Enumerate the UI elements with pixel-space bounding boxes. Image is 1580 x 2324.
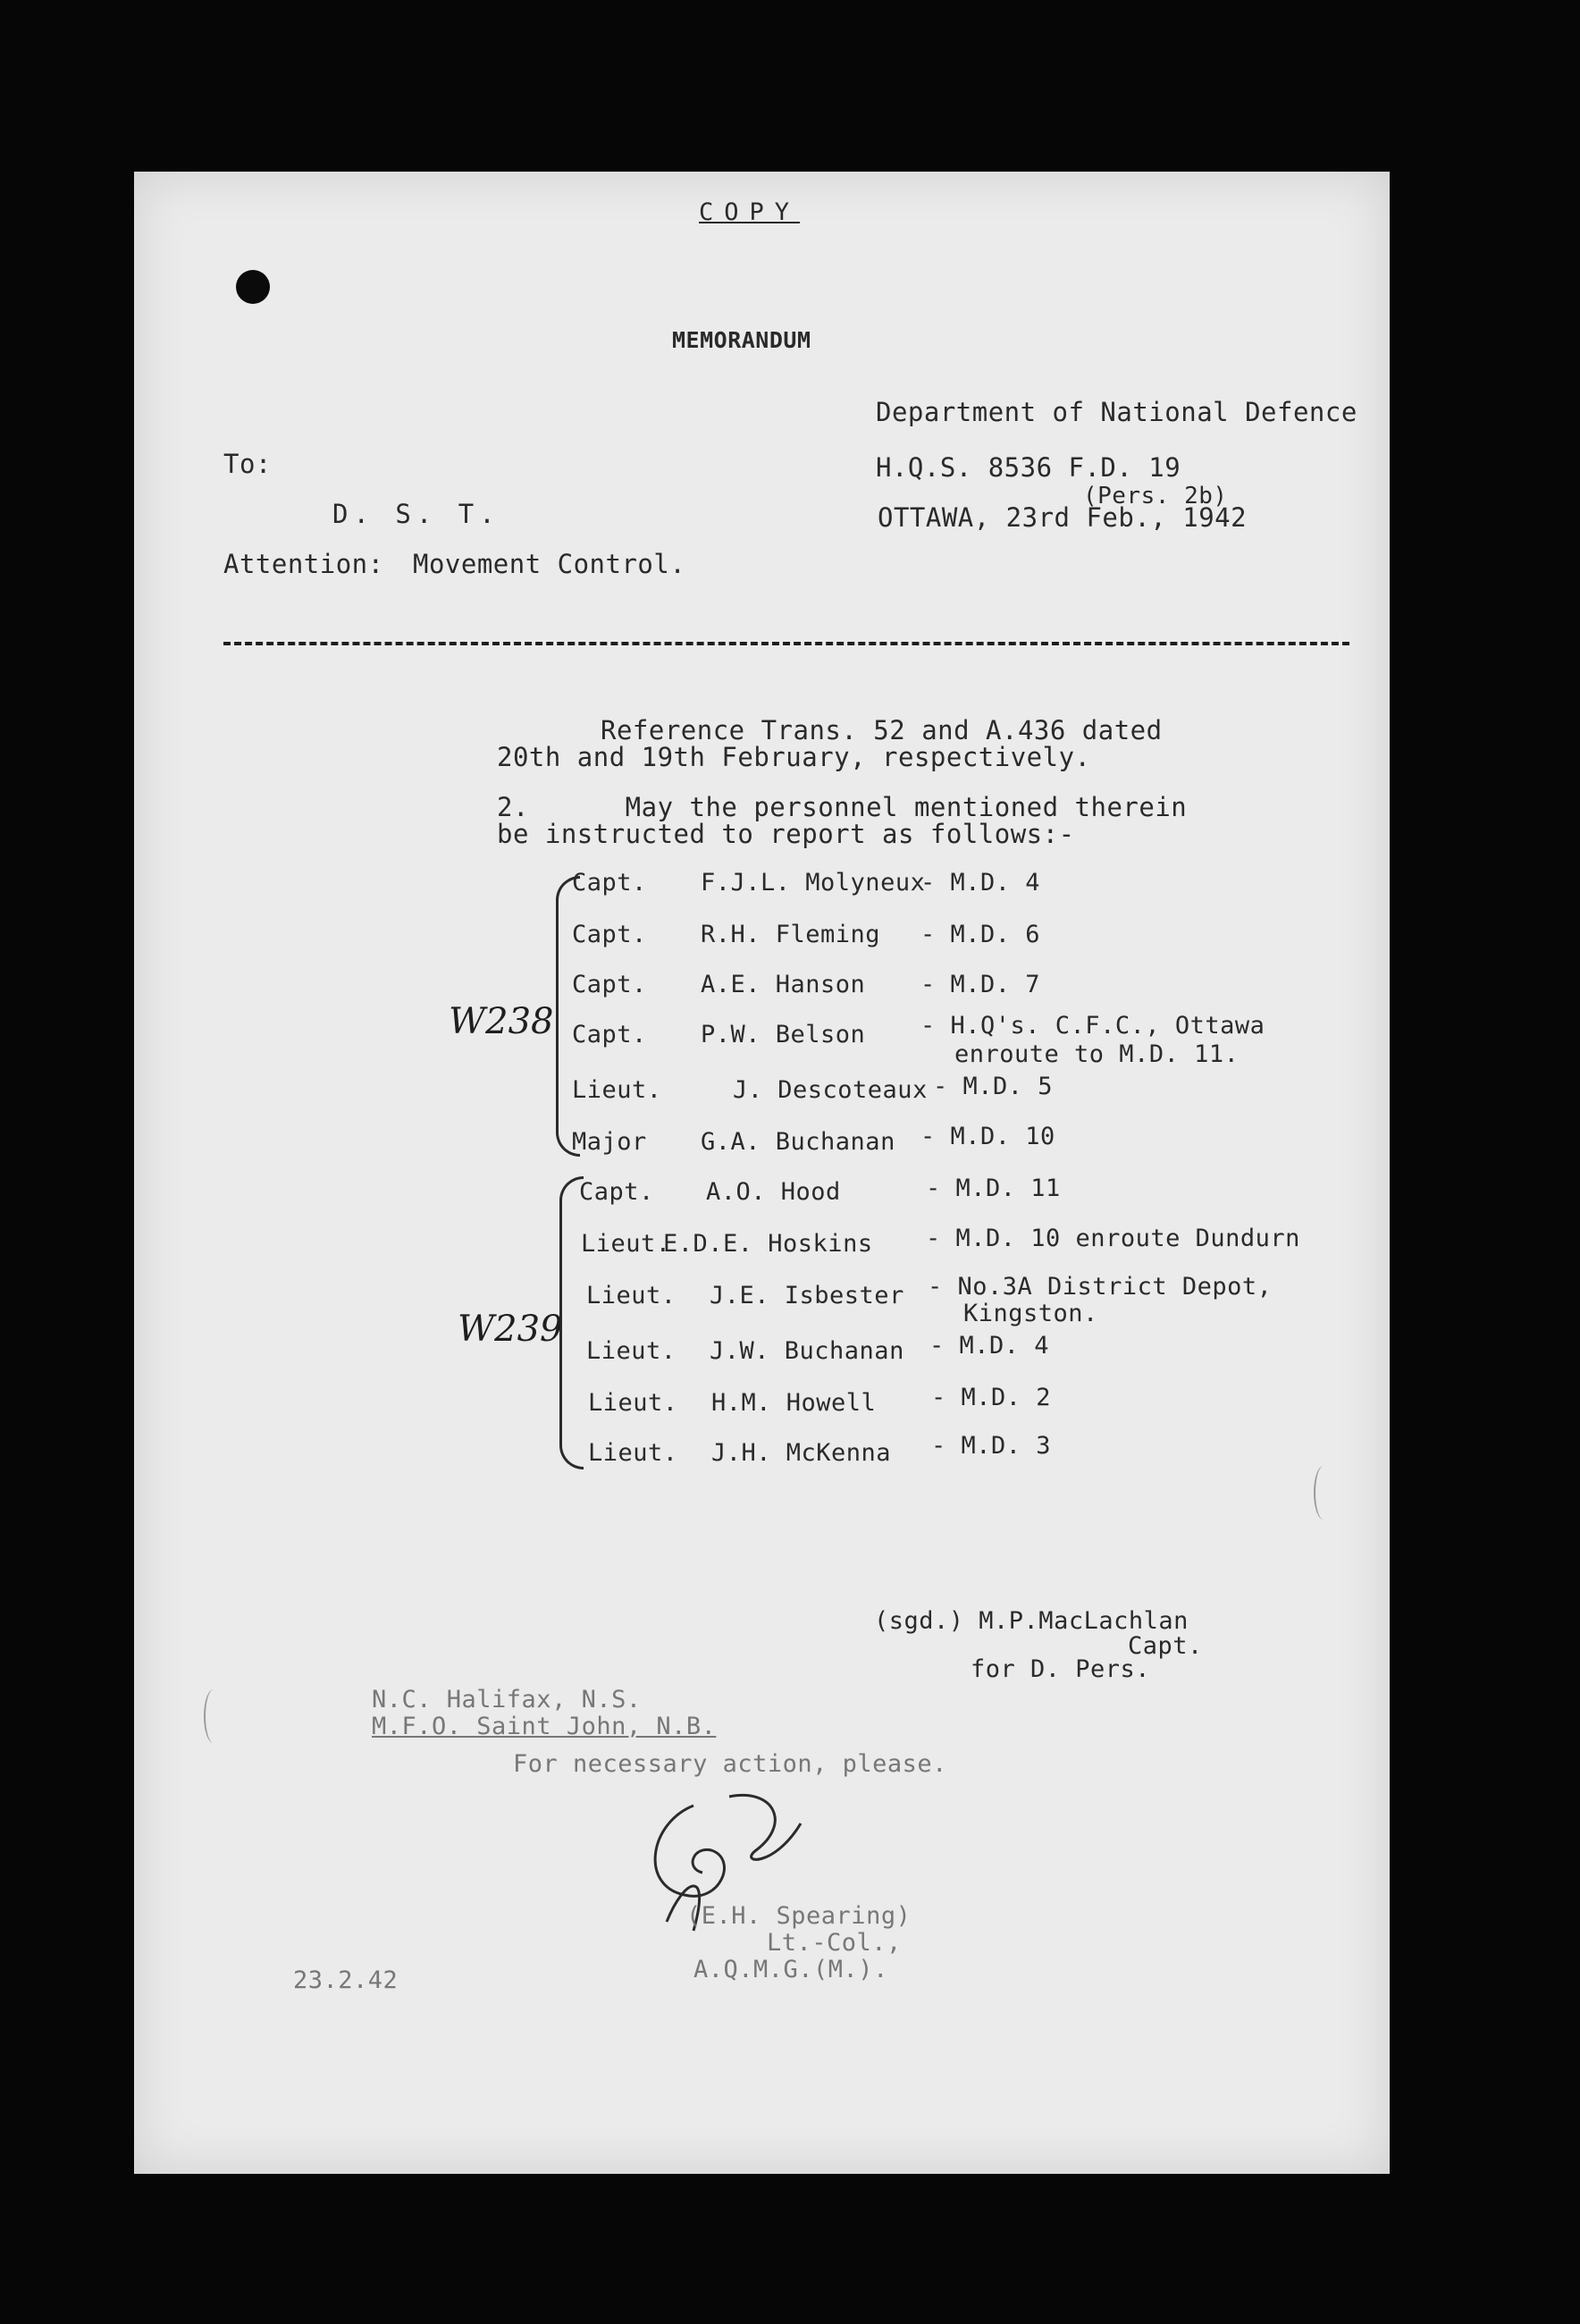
officer-name: P.W. Belson: [701, 1021, 866, 1048]
posting-continuation: Kingston.: [963, 1300, 1098, 1327]
officer-name: J. Descoteaux: [733, 1076, 928, 1104]
paper-mark: [204, 1689, 223, 1743]
rank: Lieut.: [588, 1389, 678, 1417]
group-brace-w238: [556, 876, 580, 1157]
officer-name: A.O. Hood: [706, 1178, 841, 1206]
rank: Lieut.: [586, 1337, 677, 1365]
memo-date: 23.2.42: [293, 1966, 399, 1994]
signer-name: (E.H. Spearing): [686, 1902, 912, 1930]
group-brace-w239: [559, 1176, 584, 1469]
department-name: Department of National Defence: [876, 397, 1357, 427]
officer-name: E.D.E. Hoskins: [663, 1230, 873, 1258]
action-note: For necessary action, please.: [513, 1750, 947, 1778]
officer-name: J.W. Buchanan: [710, 1337, 904, 1365]
distribution-line-1: N.C. Halifax, N.S.: [372, 1686, 642, 1714]
attention-value: Movement Control.: [413, 549, 686, 579]
punch-hole: [236, 270, 270, 304]
pers-reference: (Pers. 2b): [1083, 483, 1228, 509]
memorandum-title: MEMORANDUM: [672, 327, 811, 353]
recipient: D. S. T.: [332, 499, 500, 529]
officer-name: R.H. Fleming: [701, 921, 881, 948]
officer-name: F.J.L. Molyneux: [701, 869, 926, 897]
posting-continuation: enroute to M.D. 11.: [954, 1040, 1240, 1068]
separator-rule: [223, 642, 1349, 645]
to-label: To:: [223, 449, 272, 479]
rank: Lieut.: [581, 1230, 671, 1258]
rank: Capt.: [579, 1178, 654, 1206]
officer-name: A.E. Hanson: [701, 971, 866, 998]
copy-heading: COPY: [699, 198, 801, 226]
rank: Capt.: [572, 869, 647, 897]
posting: - M.D. 3: [931, 1432, 1052, 1460]
posting: - No.3A District Depot,: [928, 1273, 1273, 1301]
posting: - M.D. 11: [926, 1175, 1061, 1202]
posting: - M.D. 10: [920, 1123, 1055, 1150]
reference-line-1: Reference Trans. 52 and A.436 dated: [601, 715, 1163, 745]
posting: - M.D. 7: [920, 971, 1041, 998]
rank: Capt.: [572, 1021, 647, 1048]
attention-label: Attention:: [223, 549, 384, 579]
file-reference: H.Q.S. 8536 F.D. 19: [876, 452, 1181, 483]
officer-name: J.H. McKenna: [711, 1439, 892, 1467]
handwritten-mark-w238: W238: [449, 1001, 554, 1042]
officer-name: H.M. Howell: [711, 1389, 877, 1417]
rank: Capt.: [572, 971, 647, 998]
officer-name: J.E. Isbester: [710, 1282, 904, 1309]
posting: - M.D. 2: [931, 1384, 1052, 1411]
paper-mark: [1314, 1466, 1333, 1520]
rank: Lieut.: [586, 1282, 677, 1309]
posting: - M.D. 6: [920, 921, 1041, 948]
distribution-line-2: M.F.O. Saint John, N.B.: [372, 1713, 717, 1740]
signature-sgd: (sgd.) M.P.MacLachlan: [874, 1607, 1189, 1635]
posting: - M.D. 4: [920, 869, 1041, 897]
reference-line-2: 20th and 19th February, respectively.: [497, 742, 1091, 772]
rank: Lieut.: [588, 1439, 678, 1467]
signature-rank: Capt.: [1128, 1632, 1203, 1660]
posting: - M.D. 5: [933, 1073, 1054, 1100]
para2-line-1: 2. May the personnel mentioned therein: [497, 792, 1188, 822]
signer-title: A.Q.M.G.(M.).: [693, 1956, 888, 1983]
rank: Capt.: [572, 921, 647, 948]
signer-rank: Lt.-Col.,: [767, 1929, 902, 1957]
posting: - M.D. 10 enroute Dundurn: [926, 1225, 1300, 1252]
para2-line-2: be instructed to report as follows:-: [497, 819, 1075, 849]
officer-name: G.A. Buchanan: [701, 1128, 895, 1156]
rank: Major: [572, 1128, 647, 1156]
signature-for: for D. Pers.: [971, 1655, 1151, 1683]
posting: - H.Q's. C.F.C., Ottawa: [920, 1012, 1265, 1040]
posting: - M.D. 4: [929, 1332, 1050, 1360]
handwritten-mark-w239: W239: [458, 1309, 563, 1350]
place-date: OTTAWA, 23rd Feb., 1942: [878, 502, 1248, 533]
rank: Lieut.: [572, 1076, 662, 1104]
